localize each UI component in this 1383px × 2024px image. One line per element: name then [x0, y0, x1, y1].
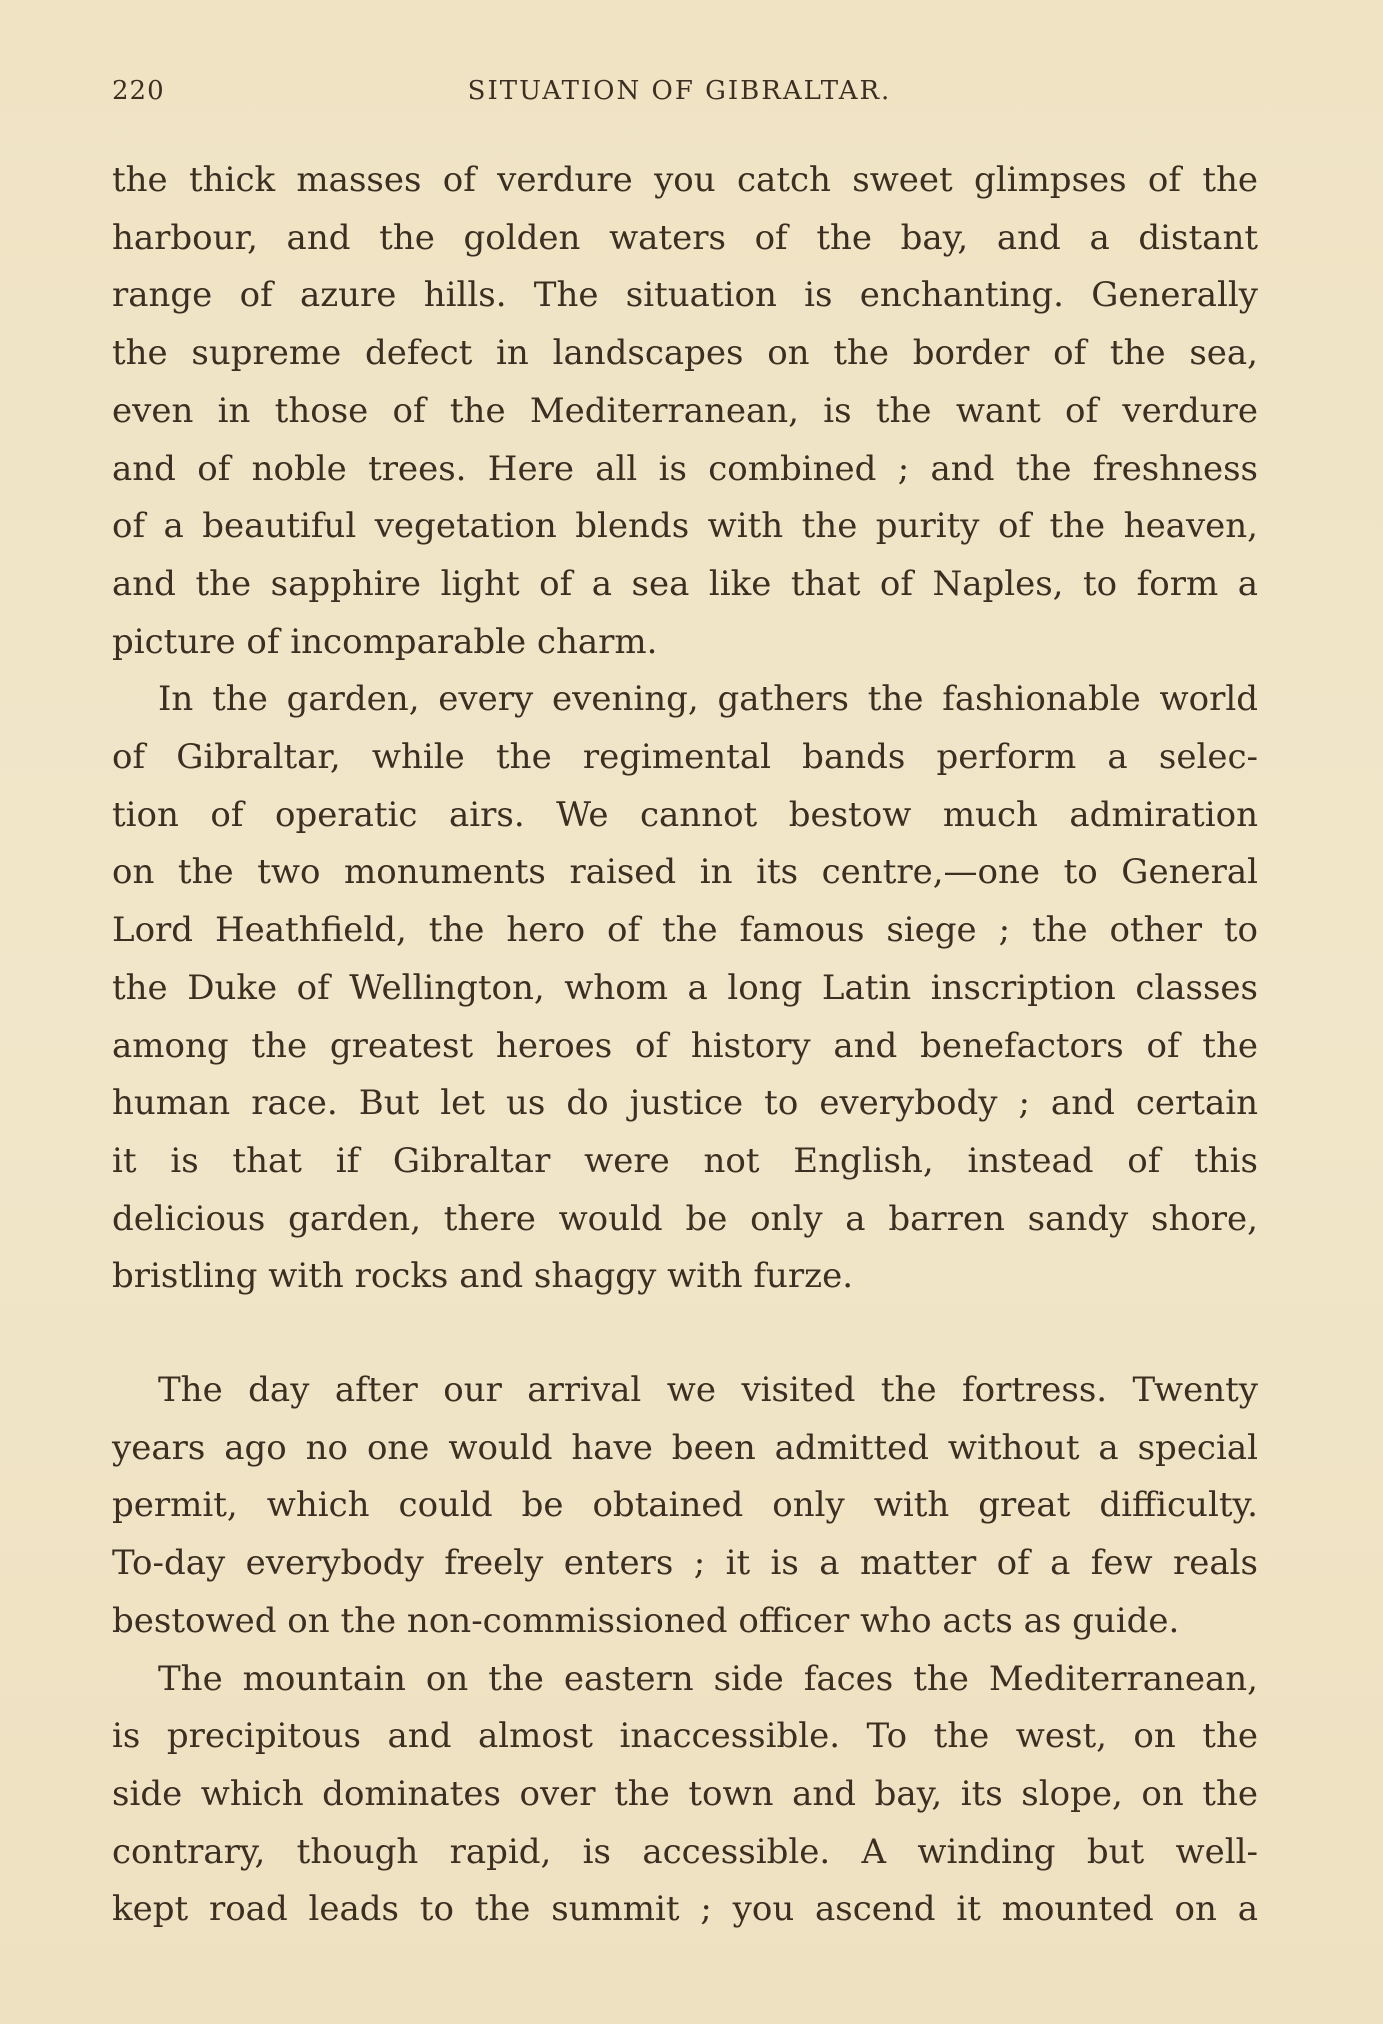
- section-break: [112, 1306, 1258, 1362]
- text-line: delicious garden, there would be only a barren sandy shore,: [112, 1198, 1258, 1239]
- text-line: bestowed on the non-commissioned officer who acts as guide.: [112, 1600, 1180, 1641]
- running-head: [112, 76, 1247, 112]
- text-line: range of azure hills. The situation is enchanting. Generally: [112, 275, 1258, 316]
- text-line: picture of incomparable charm.: [112, 621, 658, 662]
- text-line: of a beautiful vegetation blends with the purity of the heaven,: [112, 506, 1258, 547]
- text-line: of Gibraltar, while the regimental bands perform a selec-: [112, 737, 1258, 778]
- text-line: the supreme defect in landscapes on the border of the sea,: [112, 333, 1258, 374]
- text-line: permit, which could be obtained only with great difficulty.: [112, 1485, 1258, 1526]
- text-line: The day after our arrival we visited the fortress. Twenty: [158, 1370, 1258, 1411]
- paragraph: [112, 1651, 1258, 1940]
- text-line: is precipitous and almost inaccessible. To the west, on the: [112, 1716, 1258, 1757]
- page-number: 220: [112, 76, 165, 106]
- text-line: tion of operatic airs. We cannot bestow much admiration: [112, 794, 1258, 835]
- text-line: even in those of the Mediterranean, is the want of verdure: [112, 390, 1258, 431]
- text-line: among the greatest heroes of history and benefactors of the: [112, 1025, 1258, 1066]
- text-line: contrary, though rapid, is accessible. A winding but well-: [112, 1831, 1258, 1872]
- text-line: To-day everybody freely enters ; it is a matter of a few reals: [112, 1543, 1258, 1584]
- text-line: and of noble trees. Here all is combined ; and the freshness: [112, 448, 1258, 489]
- text-line: human race. But let us do justice to everybody ; and certain: [112, 1083, 1258, 1124]
- running-title: SITUATION OF GIBRALTAR.: [467, 76, 892, 106]
- paragraph: [112, 1362, 1258, 1651]
- text-line: Lord Heathfield, the hero of the famous siege ; the other to: [112, 910, 1258, 951]
- text-line: harbour, and the golden waters of the bay, and a distant: [112, 217, 1258, 258]
- text-line: and the sapphire light of a sea like that of Naples, to form a: [112, 563, 1258, 604]
- paragraph: [112, 152, 1258, 671]
- text-line: bristling with rocks and shaggy with furze.: [112, 1256, 854, 1297]
- text-line: it is that if Gibraltar were not English, instead of this: [112, 1140, 1258, 1181]
- text-line: The mountain on the eastern side faces the Mediterranean,: [158, 1658, 1258, 1699]
- paragraph: [112, 671, 1258, 1306]
- text-line: kept road leads to the summit ; you ascend it mounted on a: [112, 1889, 1258, 1930]
- text-line: on the two monuments raised in its centre,—one to General: [112, 852, 1258, 893]
- text-line: years ago no one would have been admitted without a special: [112, 1427, 1258, 1468]
- text-line: In the garden, every evening, gathers the fashionable world: [158, 679, 1258, 720]
- text-line: the thick masses of verdure you catch sweet glimpses of the: [112, 160, 1258, 200]
- body-text: [112, 152, 1258, 1939]
- text-line: side which dominates over the town and bay, its slope, on the: [112, 1773, 1258, 1814]
- text-line: the Duke of Wellington, whom a long Latin inscription classes: [112, 967, 1258, 1008]
